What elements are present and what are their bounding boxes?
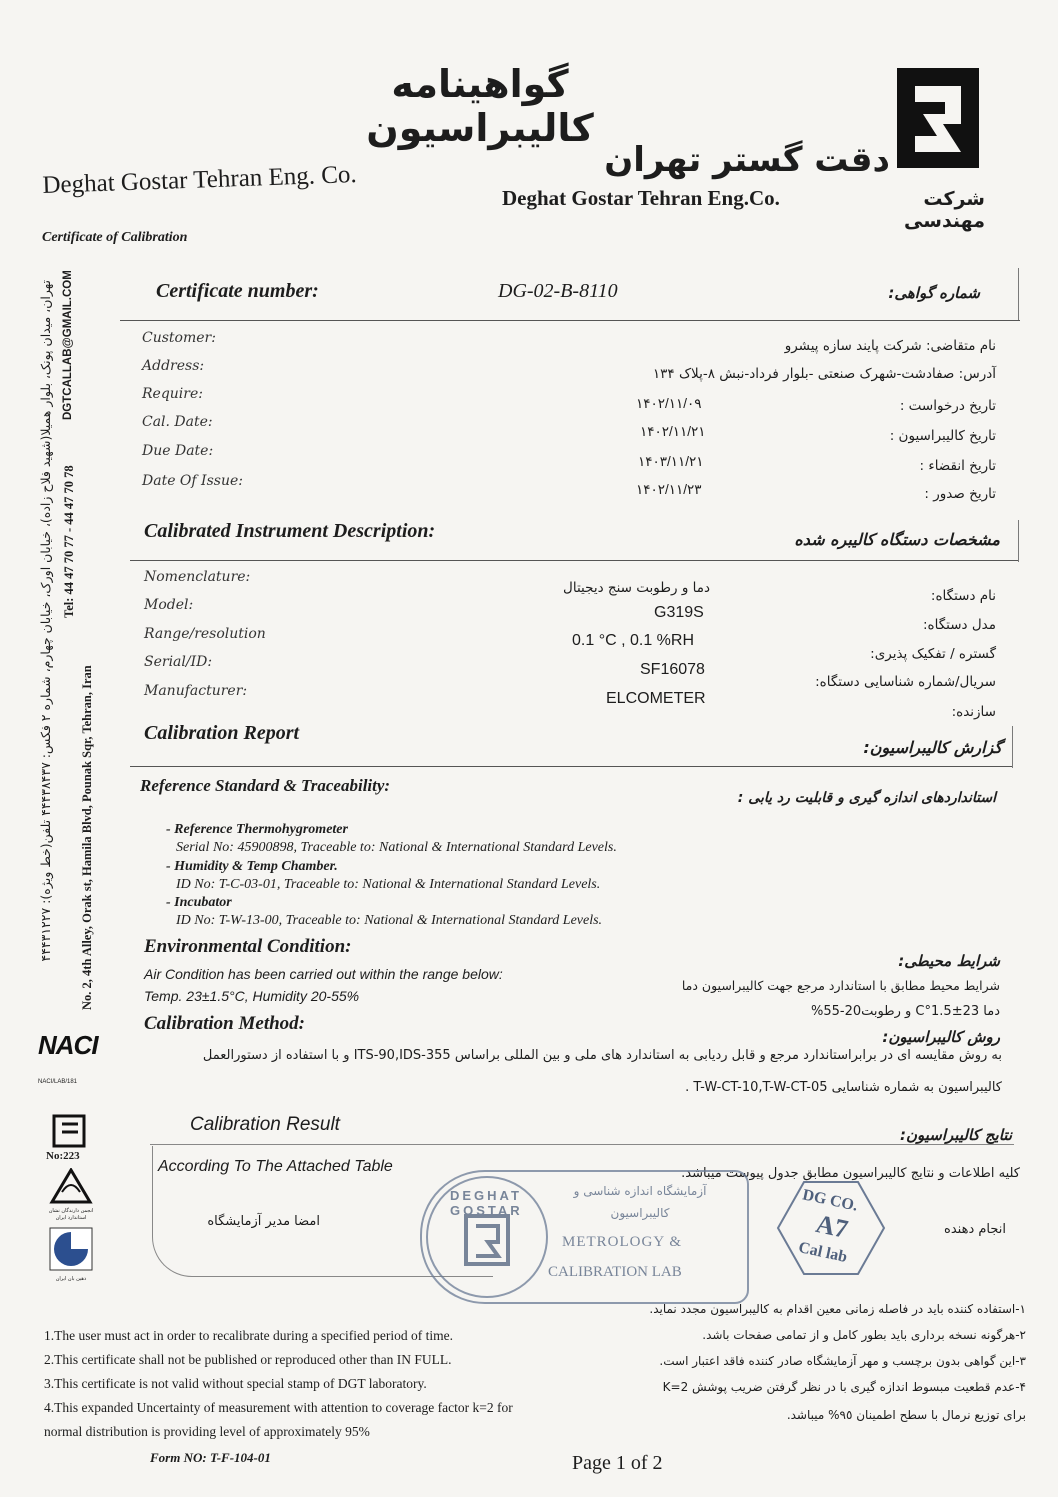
note-en-1: 1.The user must act in order to recalibrate during a specified period of time.: [44, 1328, 453, 1343]
due-date-value: ۱۴۰۳/۱۱/۲۱: [638, 454, 704, 469]
environmental-line-2-fa: دما 23±1.5°C و رطوبت20-55%: [810, 1004, 1000, 1019]
stamp-lab-fa-2: کالیبراسیون: [610, 1206, 670, 1220]
certificate-number-label: Certificate number:: [156, 280, 319, 302]
due-date-label-fa: تاریخ انقضاء :: [919, 458, 996, 474]
cal-date-value: ۱۴۰۲/۱۱/۲۱: [640, 424, 706, 439]
brand-left-en: Deghat Gostar Tehran Eng. Co.: [42, 161, 358, 199]
hex-stamp-line-3: Cal lab: [796, 1239, 849, 1266]
accreditation-number: No:223: [46, 1150, 80, 1162]
method-line-1-fa: به روش مقایسه ای در برابراستاندارد مرجع و قابل ردیابی به استاندارد های ملی و بین المللی براساس ITS-90,IDS-355 و با استفاده از دستورالعمل: [202, 1048, 1002, 1063]
range-label: Range/resolution: [144, 626, 266, 642]
nomenclature-label: Nomenclature:: [144, 569, 251, 585]
manufacturer-value: ELCOMETER: [606, 690, 706, 707]
title-fa: گواهینامه کالیبراسیون: [366, 62, 594, 150]
model-label-fa: مدل دستگاه:: [922, 617, 996, 633]
standard-association-logo: [48, 1168, 94, 1224]
customer-name-fa: نام متقاضی: شرکت پایند سازه پیشرو: [784, 338, 996, 354]
method-heading: Calibration Method:: [144, 1013, 305, 1034]
environmental-heading: Environmental Condition:: [144, 936, 352, 957]
certificate-of-label: Certificate of Calibration: [42, 230, 188, 245]
side-address-fa: تهران، میدان پونک، بلوار همیلا(شهید فلاح زاده)، خیابان اورک، خیابان چهارم، شماره ۲ فکس: ۴۴۴۳۸۴۳۷ تلفن(خط ویژه): ۴۴۴۳۱۲۲۷: [38, 280, 53, 962]
ref-1-detail: Serial No: 45900898, Traceable to: National & International Standard Levels.: [176, 840, 617, 855]
naci-logo-sub: NACI/LAB/181: [38, 1079, 78, 1085]
issue-date-value: ۱۴۰۲/۱۱/۲۳: [636, 482, 702, 497]
lab-manager-signature-label: امضا مدیر آزمایشگاه: [207, 1214, 320, 1229]
side-tel: Tel: 44 47 70 77 - 44 47 70 78: [62, 465, 76, 618]
stamp-round: [426, 1176, 548, 1298]
brand-fa: دقت گستر تهران: [604, 140, 890, 180]
stamp-lab-en-1: METROLOGY &: [562, 1234, 683, 1250]
calibration-result-heading-fa: نتایج کالیبراسیون:: [900, 1126, 1012, 1144]
manufacturer-label-fa: سازنده:: [951, 704, 996, 720]
lab-stamp: [420, 1170, 749, 1304]
brand-prefix-fa: شرکت مهندسی: [904, 188, 985, 232]
hex-stamp: [776, 1178, 886, 1278]
issue-date-label: Date Of Issue:: [142, 473, 243, 489]
hex-stamp-line-2: A7: [813, 1209, 851, 1244]
standard-association-text: انجمن دارندگان نشان استاندارد ایران: [48, 1208, 94, 1221]
customer-address-fa: آدرس: صفادشت-شهرک صنعتی -بلوار فرداد-نبش ۸-پلاک ۱۳۴: [652, 366, 996, 382]
serial-label: Serial/ID:: [144, 654, 213, 670]
ref-3-name: - Incubator: [166, 895, 232, 910]
note-en-3: 3.This certificate is not valid without special stamp of DGT laboratory.: [44, 1376, 427, 1391]
certificate-number-value: DG-02-B-8110: [498, 280, 618, 302]
method-line-2-fa: کالیبراسیون به شماره شناسایی T-W-CT-10,T-W-CT-05 .: [685, 1080, 1002, 1095]
environmental-line-1-fa: شرایط محیط مطابق با استاندارد مرجع جهت کالیبراسیون دما: [681, 978, 1000, 993]
environmental-heading-fa: شرایط محیطی:: [898, 952, 1000, 970]
ref-2-name: - Humidity & Temp Chamber.: [166, 859, 338, 874]
require-label: Require:: [142, 386, 203, 402]
address-label: Address:: [142, 358, 205, 374]
ref-2-detail: ID No: T-C-03-01, Traceable to: National & International Standard Levels.: [176, 877, 601, 892]
note-fa-4: ۴-عدم قطعیت مبسوط اندازه گیری با در نظر گرفتن ضریب پوشش K=2: [662, 1380, 1026, 1394]
note-fa-5: برای توزیع نرمال با سطح اطمینان ٩٥% میباشد.: [786, 1408, 1026, 1422]
stamp-lab-en-2: CALIBRATION LAB: [548, 1264, 682, 1280]
naci-logo-text: NACI: [38, 1030, 98, 1060]
form-number: Form NO: T-F-104-01: [150, 1450, 271, 1465]
cal-date-label: Cal. Date:: [142, 414, 213, 430]
page-number: Page 1 of 2: [572, 1452, 663, 1474]
nomenclature-label-fa: نام دستگاه:: [930, 588, 996, 604]
require-label-fa: تاریخ درخواست :: [899, 398, 996, 414]
side-address-en: No. 2, 4th Alley, Orak st, Hamila Blvd, Pounak Sqr, Tehran, Iran: [80, 665, 94, 1010]
calibration-result-heading: Calibration Result: [190, 1114, 340, 1135]
stamp-logo-icon: [464, 1214, 510, 1266]
instrument-heading-fa: مشخصات دستگاه کالیبره شده: [794, 530, 1000, 549]
ref-3-detail: ID No: T-W-13-00, Traceable to: National & International Standard Levels.: [176, 913, 603, 928]
range-label-fa: گستره / تفکیک پذیری:: [870, 646, 996, 662]
standard-mark-icon: [48, 1112, 90, 1152]
environmental-line-2: Temp. 23±1.5°C, Humidity 20-55%: [144, 988, 360, 1004]
serial-value: SF16078: [640, 661, 705, 678]
note-fa-2: ۲-هرگونه نسخه برداری باید بطور کامل و از تمامی صفحات باشد.: [702, 1328, 1026, 1342]
environmental-line-1: Air Condition has been carried out within the range below:: [144, 966, 503, 982]
ref-1-name: - Reference Thermohygrometer: [166, 822, 348, 837]
customer-label: Customer:: [142, 330, 216, 346]
range-value: 0.1 °C , 0.1 %RH: [572, 632, 694, 649]
result-text-fa: کلیه اطلاعات و نتایج کالیبراسیون مطابق جدول پیوست میباشد.: [681, 1166, 1020, 1181]
instrument-heading: Calibrated Instrument Description:: [144, 520, 436, 542]
nomenclature-value: دما و رطوبت سنج دیجیتال: [563, 580, 710, 596]
side-email: DGTCALLAB@GMAIL.COM: [62, 270, 74, 420]
due-date-label: Due Date:: [142, 443, 214, 459]
manufacturer-label: Manufacturer:: [144, 683, 248, 699]
model-label: Model:: [144, 597, 194, 613]
note-en-2: 2.This certificate shall not be published or reproduced other than IN FULL.: [44, 1352, 452, 1367]
hex-stamp-line-1: DG CO.: [800, 1186, 860, 1215]
serial-label-fa: سریال/شماره شناسایی دستگاه:: [815, 674, 996, 690]
note-en-5: normal distribution is providing level of approximately 95%: [44, 1424, 370, 1439]
note-fa-1: ۱-استفاده کننده باید در فاصله زمانی معین اقدام به کالیبراسیون مجدد نماید.: [649, 1302, 1026, 1316]
stamp-lab-fa-1: آزمایشگاه اندازه شناسی و: [573, 1184, 707, 1198]
report-heading-fa: گزارش کالیبراسیون:: [863, 738, 1002, 757]
issue-date-label-fa: تاریخ صدور :: [924, 486, 996, 502]
naci-logo: [38, 1030, 98, 1102]
report-heading: Calibration Report: [144, 722, 300, 744]
iso-logo: [48, 1226, 94, 1284]
company-logo: [893, 62, 985, 174]
iso-logo-text: ذهین بان ایران: [55, 1276, 87, 1282]
require-date-value: ۱۴۰۲/۱۱/۰۹: [636, 396, 702, 411]
stamp-round-text: DEGHAT GOSTAR: [450, 1188, 523, 1218]
note-en-4: 4.This expanded Uncertainty of measurement with attention to coverage factor k=2 for: [44, 1400, 513, 1415]
method-heading-fa: روش کالیبراسیون:: [882, 1028, 1000, 1046]
reference-heading-fa: استانداردهای اندازه گیری و قابلیت رد یابی :: [737, 790, 996, 806]
performer-label: انجام دهنده: [944, 1222, 1006, 1237]
note-fa-3: ۳-این گواهی بدون برچسب و مهر آزمایشگاه صادر کننده فاقد اعتبار است.: [659, 1354, 1026, 1368]
model-value: G319S: [654, 604, 704, 621]
brand-en: Deghat Gostar Tehran Eng.Co.: [502, 186, 780, 210]
result-text: According To The Attached Table: [158, 1158, 393, 1175]
certificate-number-label-fa: شماره گواهی:: [888, 284, 980, 302]
cal-date-label-fa: تاریخ کالیبراسیون :: [889, 428, 996, 444]
reference-heading: Reference Standard & Traceability:: [140, 776, 391, 795]
